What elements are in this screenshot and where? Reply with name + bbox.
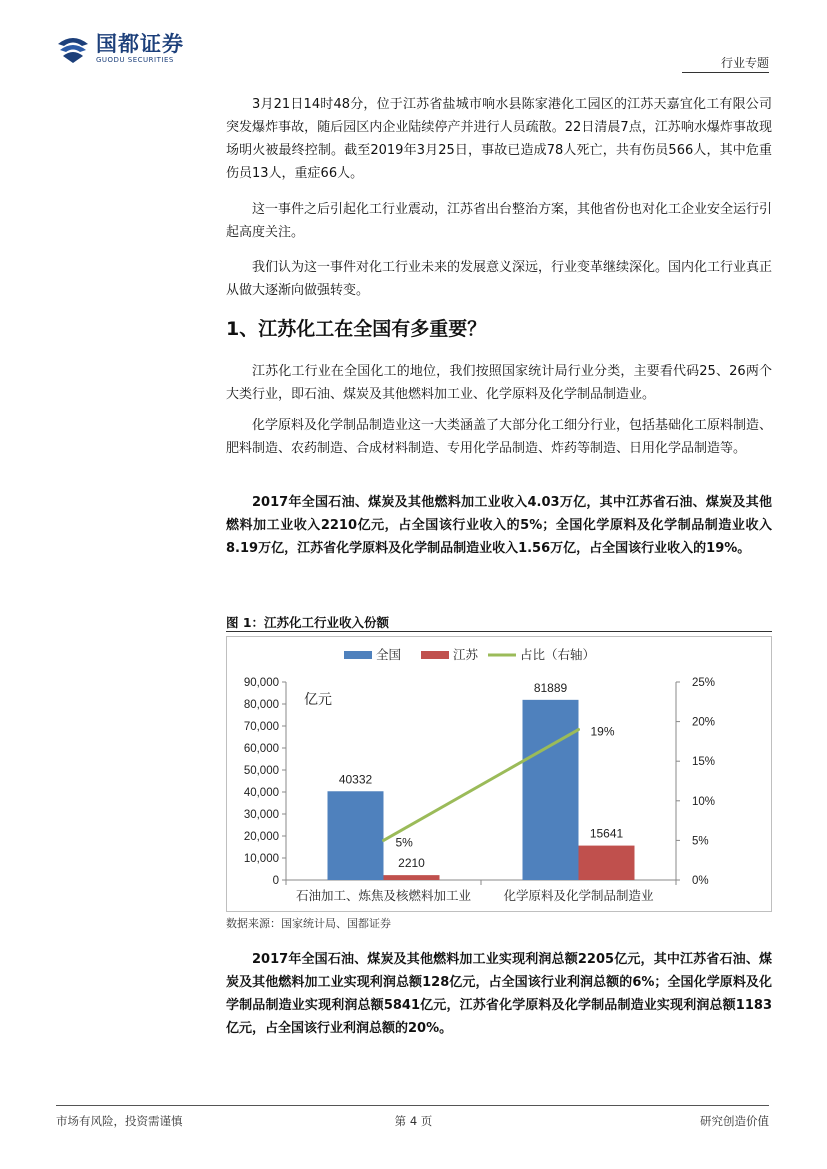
figure-title: 图 1：江苏化工行业收入份额 — [226, 615, 390, 630]
header-divider — [682, 72, 769, 73]
paragraph-classification: 江苏化工行业在全国化工的地位，我们按照国家统计局行业分类，主要看代码25、26两个大类行业，即石油、煤炭及其他燃料加工业、化学原料及化学制品制造业。 — [226, 364, 772, 402]
share-value-label: 5% — [395, 835, 413, 850]
page-number: 第 4 页 — [394, 1114, 433, 1128]
x-tick-label: 化学原料及化学制品制造业 — [503, 889, 654, 903]
y2-tick-label: 20% — [692, 716, 716, 729]
footer-divider — [56, 1105, 769, 1106]
paragraph-profit: 2017年全国石油、煤炭及其他燃料加工业实现利润总额2205亿元，其中江苏省石油、煤炭及其他燃料加工业实现利润总额128亿元，占全国该行业利润总额的6%；全国化学原料及化学制品制造业实现利润总额5841亿元，江苏省化学原料及化学制品制造业实现利润总额1183亿元，占全国该行业利润总额的20%。 — [226, 952, 772, 1036]
y-tick-label: 50,000 — [243, 765, 279, 777]
revenue-share-chart — [226, 636, 772, 912]
bar-全国-1 — [523, 700, 579, 880]
paragraph-incident: 3月21日14时48分，位于江苏省盐城市响水县陈家港化工园区的江苏天嘉宜化工有限公司突发爆炸事故，随后园区内企业陆续停产并进行人员疏散。22日清晨7点，江苏响水爆炸事故现场明火被最终控制。截至2019年3月25日，事故已造成78人死亡，共有伤员566人，其中危重伤员13人，重症66人。 — [226, 97, 772, 181]
y-tick-label: 90,000 — [243, 677, 279, 689]
y-unit-label: 亿元 — [304, 691, 332, 707]
section-heading: 1、江苏化工在全国有多重要？ — [226, 318, 487, 340]
share-value-label: 19% — [590, 724, 615, 739]
y-tick-label: 80,000 — [243, 699, 279, 711]
y2-tick-label: 10% — [692, 795, 716, 808]
y-tick-label: 70,000 — [243, 721, 279, 733]
company-logo — [56, 34, 184, 64]
bar-value-label: 40332 — [338, 772, 373, 787]
footer-disclaimer: 市场有风险，投资需谨慎 — [56, 1114, 183, 1128]
logo-mark-icon — [56, 34, 90, 64]
y-tick-label: 10,000 — [243, 853, 279, 865]
y-tick-label: 20,000 — [243, 831, 279, 843]
share-point — [577, 728, 580, 731]
legend-label-2: 占比（右轴） — [520, 648, 596, 662]
footer-slogan: 研究创造价值 — [700, 1114, 769, 1128]
y2-tick-label: 5% — [692, 835, 709, 848]
y2-tick-label: 0% — [692, 875, 709, 887]
section-tag: 行业专题 — [720, 56, 769, 70]
legend-label-1: 江苏 — [453, 648, 479, 662]
legend-label-0: 全国 — [376, 648, 402, 662]
y-tick-label: 30,000 — [243, 809, 279, 821]
paragraph-view: 我们认为这一事件对化工行业未来的发展意义深远，行业变革继续深化。国内化工行业真正从做大逐渐向做强转变。 — [226, 260, 773, 298]
bar-江苏-0 — [384, 875, 440, 880]
figure-source: 数据来源：国家统计局、国都证券 — [226, 917, 391, 930]
bar-江苏-1 — [579, 846, 635, 880]
legend-swatch-0 — [344, 651, 372, 659]
logo-name-cn: 国都证券 — [96, 32, 184, 56]
bar-value-label: 81889 — [533, 680, 568, 695]
figure-title-rule — [226, 631, 772, 632]
y2-tick-label: 15% — [692, 756, 716, 769]
bar-value-label: 2210 — [398, 856, 425, 871]
bar-全国-0 — [328, 791, 384, 880]
x-tick-label: 石油加工、炼焦及核燃料加工业 — [295, 889, 472, 903]
y2-tick-label: 25% — [692, 677, 716, 689]
share-point — [382, 839, 385, 842]
logo-name-en: GUODU SECURITIES — [96, 56, 174, 64]
paragraph-revenue: 2017年全国石油、煤炭及其他燃料加工业收入4.03万亿，其中江苏省石油、煤炭及其他燃料加工业收入2210亿元，占全国该行业收入的5%；全国化学原料及化学制品制造业收入8.19万亿，江苏省化学原料及化学制品制造业收入1.56万亿，占全国该行业收入的19%。 — [226, 495, 772, 556]
y-tick-label: 0 — [272, 875, 279, 887]
y-tick-label: 40,000 — [243, 787, 279, 799]
paragraph-coverage: 化学原料及化学制品制造业这一大类涵盖了大部分化工细分行业，包括基础化工原料制造、肥料制造、农药制造、合成材料制造、专用化学品制造、炸药等制造、日用化学品制造等。 — [226, 418, 773, 456]
y-tick-label: 60,000 — [243, 743, 279, 755]
bar-value-label: 15641 — [589, 826, 624, 841]
paragraph-impact: 这一事件之后引起化工行业震动，江苏省出台整治方案，其他省份也对化工企业安全运行引起高度关注。 — [226, 202, 773, 240]
legend-swatch-1 — [421, 651, 449, 659]
